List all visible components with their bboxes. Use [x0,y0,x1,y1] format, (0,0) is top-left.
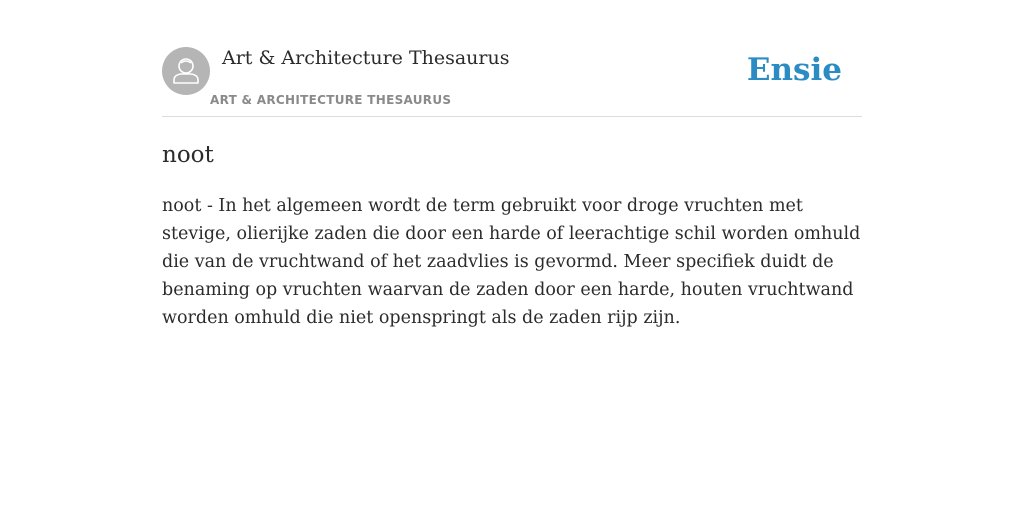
term-title: noot [162,142,214,168]
entry-header [162,46,862,117]
brand-logo[interactable]: Ensie [746,52,842,88]
user-icon [162,47,210,95]
source-subtitle[interactable]: ART & ARCHITECTURE THESAURUS [210,93,452,107]
definition-text: noot - In het algemeen wordt de term gebruikt voor droge vruchten met stevige, olierijke zaden die door een harde of leerachtige schil worden omhuld die van de vruchtwand of het zaadvlies is gevormd. Meer specifiek duidt de benaming op vruchten waarvan de zaden door een harde, houten vruchtwand worden omhuld die niet openspringt als de zaden rijp zijn. [162,196,861,328]
source-title[interactable]: Art & Architecture Thesaurus [222,47,510,69]
source-avatar[interactable] [162,47,210,95]
